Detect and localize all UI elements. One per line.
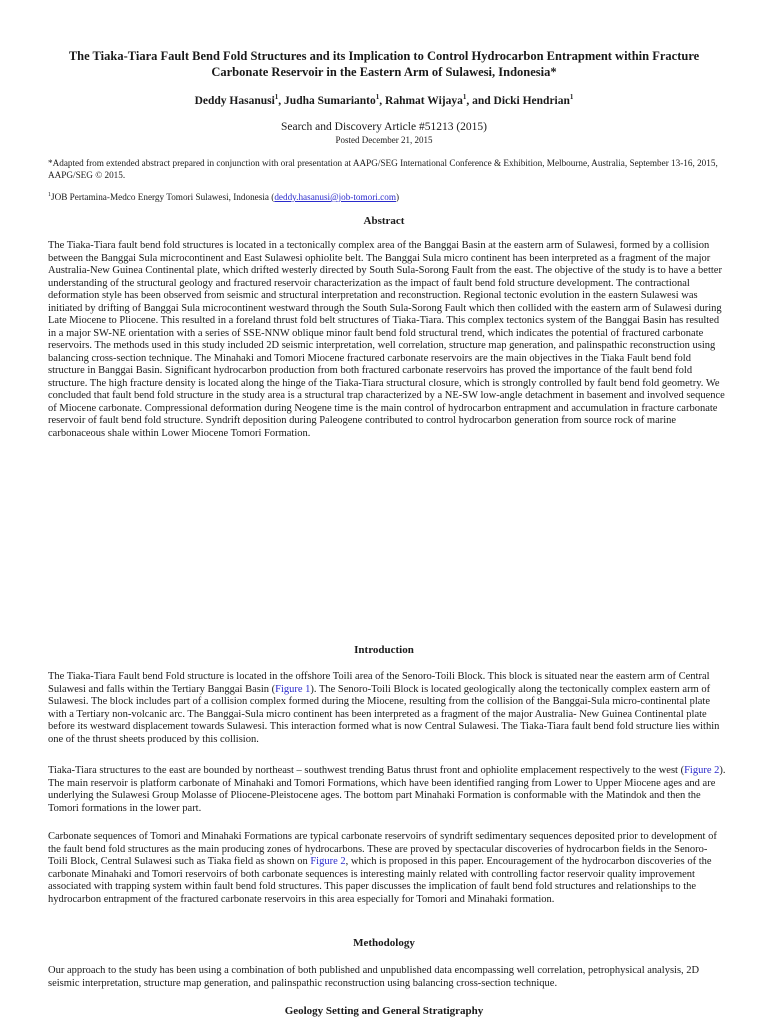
paragraph-text: ). The main reservoir is platform carbonate of Minahaki and Tomori Formations, which have been identified ranging from Lower to Upper Miocene ages and are underlying the Sulawesi Group Molasse of Pliocene-Pleistocene ages. The bottom part Minahaki Formation is conformable with the Matindok and then the Tomori formations in the lower part. [48, 765, 726, 814]
paragraph-text: , which is proposed in this paper. Encouragement of the hydrocarbon discoveries of the carbonate Minahaki and Tomori reservoirs of both carbonate sequences is interesting mainly related with controlling factor reservoir quality improvement associated with trapping system within fault bend fold structures. This paper discusses the implication of fault bend fold structures and relationships to the hydrocarbon entrapment of the fractured carbonate reservoirs in this area especially for Tomori and Minahaki formation. [48, 856, 712, 905]
author-name: Deddy Hasanusi [194, 94, 275, 107]
author-name: Dicki Hendrian [493, 94, 570, 107]
author-name: Rahmat Wijaya [385, 94, 463, 107]
author-separator: , and [466, 94, 494, 107]
geology-heading: Geology Setting and General Stratigraphy [284, 1005, 484, 1017]
author-list [40, 93, 728, 107]
author-affiliation-mark: 1 [375, 93, 380, 101]
introduction-paragraph [48, 831, 726, 906]
paragraph-text: Tiaka-Tiara structures to the east are bounded by northeast – southwest trending Batus thrust front and ophiolite emplacement respectively to the west ( [48, 765, 685, 776]
figure-2-link[interactable]: Figure 2 [310, 856, 346, 867]
author-separator: , [379, 94, 386, 107]
abstract-heading: Abstract [363, 215, 405, 227]
introduction-heading: Introduction [354, 644, 414, 656]
author-affiliation-mark: 1 [274, 93, 279, 101]
affiliation [48, 192, 720, 202]
affiliation-text: JOB Pertamina-Medco Energy Tomori Sulawesi, Indonesia ( [51, 192, 275, 203]
author-name: Judha Sumarianto [284, 94, 376, 107]
figure-2-link[interactable]: Figure 2 [684, 765, 720, 776]
author-affiliation-mark: 1 [569, 93, 574, 101]
author-affiliation-mark: 1 [462, 93, 467, 101]
figure-1-link[interactable]: Figure 1 [275, 683, 311, 695]
paragraph-text: ). The Senoro-Toili Block is located geologically along the tectonically complex eastern arm of Sulawesi. The block includes part of a collision complex formed during the Miocene, resulting from the collision of the Banggai-Sula micro-continental plate with a Tertiary non-volcanic arc. The Banggai-Sula micro continent has been interpreted as a fragment of the major Australia- New Guinea Continental plate before its westward displacement towards Sulawesi. This interaction formed what is now Central Sulawesi. The Tiaka-Tiara fault bend fold structure lies within one of the thrust sheets produced by this collision. [48, 683, 720, 745]
posted-date: Posted December 21, 2015 [335, 135, 433, 145]
introduction-paragraph [48, 765, 726, 815]
methodology-heading: Methodology [353, 937, 415, 949]
introduction-paragraph [48, 671, 726, 746]
author-separator: , [278, 94, 285, 107]
abstract-text: The Tiaka-Tiara fault bend fold structures is located in a tectonically complex area of the Banggai Basin at the eastern arm of Sulawesi, formed by a collision between the Banggai Sula microcontinent and East Sulawesi ophiolite belt. The Banggai Sula micro continent has been interpreted as a fragment of the major Australia-New Guinea Continental plate, which drifted westerly directed by South Sula-Sorong Fault from the east. The objective of the study is to have a better understanding of the structural geology and fractured reservoir characterization as the impact of fault bend fold structure development. The contractional deformation style has been observed from seismic and structural interpretation and reconstruction. Regional tectonic evolution in the eastern Sulawesi was initiated by drifting of Banggai Sula microcontinent westward through the South Sula-Sorong Fault which then collided with the eastern arm of Sulawesi during Late Miocene to Pliocene. This resulted in a foreland thrust fold belt structures of Tiaka-Tiara. This complex tectonics system of the Banggai Basin has resulted in a major SW-NE orientation with a series of SSE-NNW oblique minor fault bend fold structural trend, which indicates the potential of fractured carbonate reservoirs. The methods used in this study included 2D seismic interpretation, well correlation, structure map generation, and palinspathic reconstruction using balancing cross-section technique. The Minahaki and Tomori Miocene fractured carbonate reservoirs are the main objectives in the Tiaka Fault bend fold structure in Banggai Basin. Significant hydrocarbon production from both fractured carbonate reservoirs has proved the importance of the fault bend fold structure. The high fracture density is located along the hinge of the Tiaka-Tiara structural closure, which is strongly controlled by fault bend fold geometry. We concluded that fault bend fold structure in the study area is a structural trap characterized by a NE-SW low-angle detachment in basement and involved sequence of Miocene carbonate. Compressional deformation during Neogene time is the main control of hydrocarbon entrapment and accumulation in fracture carbonate reservoir of fault bend fold structure. Syndrift deposition during Paleogene contributed to control hydrocarbon generation from source rock of marine carbonaceous shale within Lower Miocene Tomori Formation. [48, 240, 725, 439]
affiliation-mark: 1 [48, 192, 51, 198]
paragraph-text: The Tiaka-Tiara Fault bend Fold structure is located in the offshore Toili area of the Senoro-Toili Block. This block is situated near the eastern arm of Central Sulawesi and falls within the Tertiary Banggai Basin ( [48, 671, 710, 695]
article-number: Search and Discovery Article #51213 (2015) [281, 121, 487, 133]
affiliation-close: ) [395, 192, 400, 203]
email-link[interactable]: deddy.hasanusi@job-tomori.com [274, 192, 396, 203]
paper-title: The Tiaka-Tiara Fault Bend Fold Structures and its Implication to Control Hydrocarbon Entrapment within Fracture Carbonate Reservoir in the Eastern Arm of Sulawesi, Indonesia* [68, 49, 700, 79]
paragraph-text: Carbonate sequences of Tomori and Minahaki Formations are typical carbonate reservoirs of syndrift sedimentary sequences deposited prior to development of the fault bend fold structures as the main producing zones of hydrocarbons. These are proved by spectacular discoveries of hydrocarbon fields in the Senoro-Toili Block, Central Sulawesi such as Tiaka field as shown on [48, 831, 717, 867]
adapted-note: *Adapted from extended abstract prepared in conjunction with oral presentation at AAPG/SEG International Conference & Exhibition, Melbourne, Australia, September 13-16, 2015, AAPG/SEG © 2015. [48, 158, 718, 180]
methodology-text: Our approach to the study has been using a combination of both published and unpublished data encompassing well correlation, petrophysical analysis, 2D seismic interpretation, structure map generation, and palinspathic reconstruction using balancing cross-section technique. [48, 965, 700, 989]
